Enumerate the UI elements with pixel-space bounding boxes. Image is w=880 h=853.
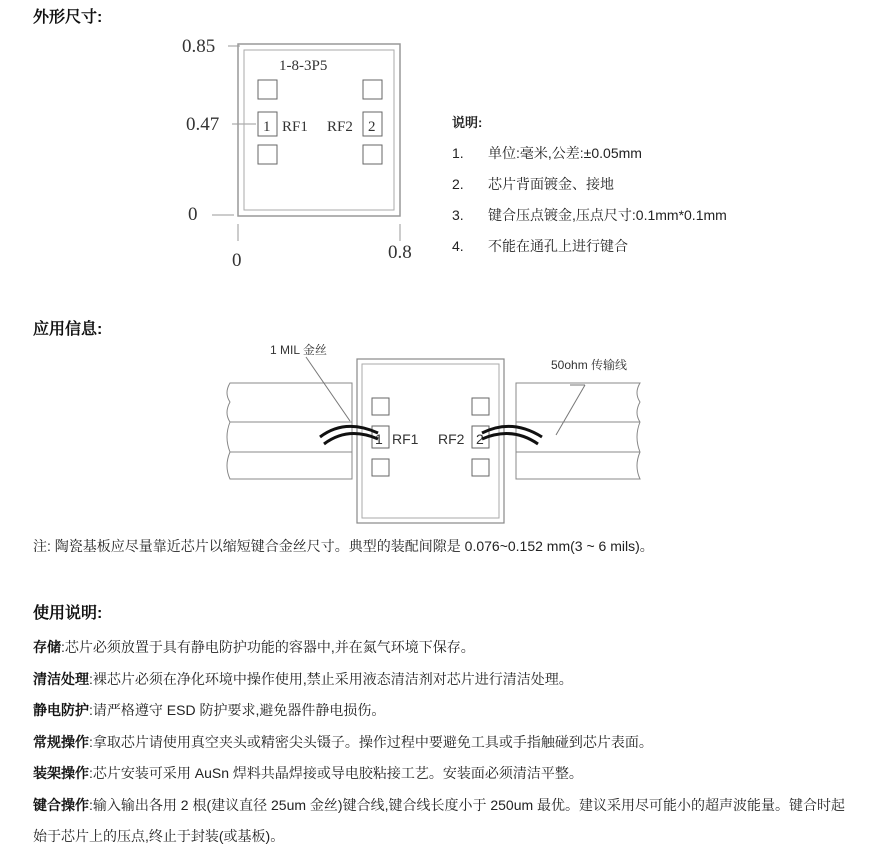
- usage-item: [33, 664, 853, 696]
- usage-text: :芯片必须放置于具有静电防护功能的容器中,并在氮气环境下保存。: [61, 639, 475, 655]
- dim-label-x-right: 0.8: [388, 242, 412, 263]
- note-text: 单位:毫米,公差:±0.05mm: [488, 145, 642, 161]
- line-callout-label: 50ohm 传输线: [551, 358, 628, 372]
- section-title-application: 应用信息:: [33, 321, 103, 338]
- note-item: [452, 175, 727, 206]
- usage-label: 键合操作: [33, 796, 89, 813]
- usage-text: :请严格遵守 ESD 防护要求,避免器件静电损伤。: [89, 702, 386, 718]
- assembly-note: 注: 陶瓷基板应尽量靠近芯片以缩短键合金丝尺寸。典型的装配间隙是 0.076~0.152 mm(3 ~ 6 mils)。: [33, 538, 654, 554]
- usage-text: :裸芯片必须在净化环境中操作使用,禁止采用液态清洁剂对芯片进行清洁处理。: [89, 670, 573, 687]
- usage-text: :芯片安装可采用 AuSn 焊料共晶焊接或导电胶粘接工艺。安装面必须清洁平整。: [89, 765, 583, 781]
- dim-label-y-mid: 0.47: [186, 114, 220, 135]
- note-text: 芯片背面镀金、接地: [488, 176, 614, 192]
- note-item: [452, 144, 727, 175]
- usage-item: [33, 695, 853, 727]
- usage-label: 常规操作: [33, 733, 89, 750]
- pad1-number: 1: [375, 431, 383, 447]
- note-number: 2.: [452, 176, 464, 192]
- wire-callout-label: 1 MIL 金丝: [270, 343, 327, 357]
- application-drawing: [220, 338, 650, 528]
- usage-text: :拿取芯片请使用真空夹头或精密尖头镊子。操作过程中要避免工具或手指触碰到芯片表面。: [89, 733, 653, 750]
- usage-item: [33, 758, 853, 790]
- pad1-number: 1: [263, 119, 271, 135]
- notes-panel: [452, 112, 727, 268]
- dimension-drawing: [170, 28, 440, 273]
- rf2-label: RF2: [438, 431, 465, 447]
- note-text: 不能在通孔上进行键合: [488, 238, 628, 254]
- note-item: [452, 206, 727, 237]
- rf1-label: RF1: [392, 431, 419, 447]
- notes-title: 说明:: [452, 115, 483, 130]
- note-item: [452, 237, 727, 268]
- note-number: 1.: [452, 145, 464, 161]
- note-number: 4.: [452, 238, 464, 254]
- dim-label-x-zero: 0: [232, 250, 242, 271]
- usage-label: 静电防护: [33, 702, 89, 718]
- usage-item: [33, 727, 853, 759]
- usage-text: :输入输出各用 2 根(建议直径 25um 金丝)键合线,键合线长度小于 250um 最优。建议采用尽可能小的超声波能量。键合时起始于芯片上的压点,终止于封装(或基板)。: [33, 796, 846, 844]
- pad2-number: 2: [368, 119, 376, 135]
- ground-pad: [363, 80, 382, 99]
- pad2-number: 2: [476, 431, 484, 447]
- usage-list: [33, 632, 853, 853]
- rf2-label: RF2: [327, 119, 353, 135]
- section-title-dimensions: 外形尺寸:: [33, 9, 103, 26]
- usage-item: [33, 632, 853, 664]
- usage-label: 存储: [33, 639, 61, 655]
- chip-part-number: 1-8-3P5: [279, 58, 328, 74]
- ground-pad: [363, 145, 382, 164]
- note-number: 3.: [452, 207, 464, 223]
- ground-pad: [258, 80, 277, 99]
- ground-pad: [258, 145, 277, 164]
- usage-item: [33, 790, 853, 853]
- dim-label-y-zero: 0: [188, 204, 198, 225]
- usage-label: 清洁处理: [33, 670, 89, 687]
- usage-label: 装架操作: [33, 765, 89, 781]
- note-text: 键合压点镀金,压点尺寸:0.1mm*0.1mm: [488, 207, 727, 223]
- rf1-label: RF1: [282, 119, 308, 135]
- dim-label-y-top: 0.85: [182, 36, 216, 57]
- section-title-usage: 使用说明:: [33, 605, 103, 622]
